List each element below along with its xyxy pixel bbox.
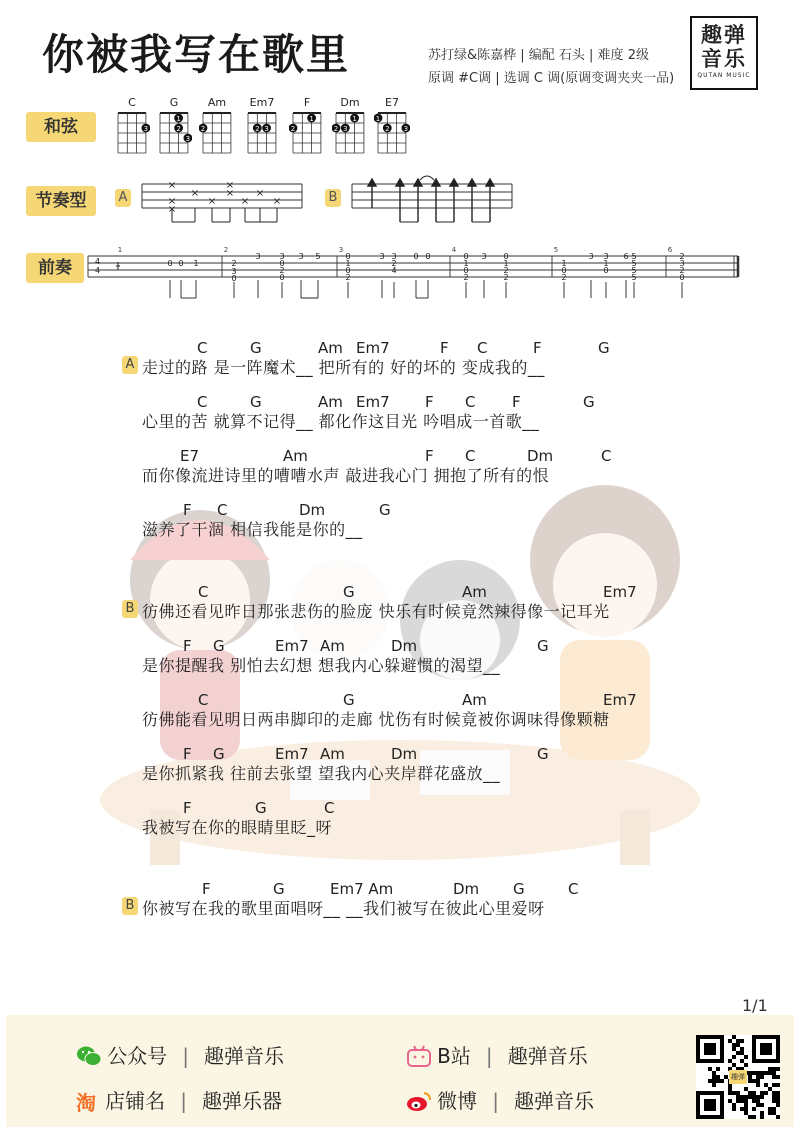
rhythm-pattern-a xyxy=(140,178,305,228)
chord-symbol: C xyxy=(465,447,476,465)
chord-grid xyxy=(156,109,192,157)
chord-diagram-f xyxy=(289,96,325,161)
qr-code[interactable] xyxy=(696,1035,780,1119)
svg-text:3: 3 xyxy=(379,252,385,261)
svg-text:1: 1 xyxy=(375,114,381,123)
lyric-line: 是你提醒我 别怕去幻想 想我内心躲避惯的渴望__ xyxy=(142,656,501,675)
chord-symbol: F xyxy=(183,799,192,817)
chord-symbol: G xyxy=(213,745,225,763)
song-meta-key: 原调 #C调 | 选调 C 调(原调变调夹夹一品) xyxy=(428,71,675,86)
lyric-line: 心里的苦 就算不记得__ 都化作这目光 吟唱成一首歌__ xyxy=(142,412,540,431)
chord-symbol: G xyxy=(213,637,225,655)
chord-symbol: Dm xyxy=(453,880,480,898)
chord-symbol: Dm xyxy=(299,501,326,519)
lyric-line: 走过的路 是一阵魔术__ 把所有的 好的坏的 变成我的__ xyxy=(142,358,545,377)
chord-symbol: Dm xyxy=(391,637,418,655)
svg-text:2: 2 xyxy=(561,273,567,282)
svg-text:0: 0 xyxy=(345,252,351,261)
chord-name: Dm xyxy=(340,96,360,109)
svg-text:3: 3 xyxy=(603,252,609,261)
svg-text:3: 3 xyxy=(279,252,285,261)
svg-text:4: 4 xyxy=(391,266,397,275)
svg-text:0: 0 xyxy=(679,273,685,282)
svg-text:2: 2 xyxy=(385,124,390,133)
song-title: 你被我写在歌里 xyxy=(42,30,351,79)
chord-symbol: G xyxy=(537,637,549,655)
chord-symbol: F xyxy=(425,447,434,465)
svg-text:1: 1 xyxy=(193,259,199,268)
chord-name: Am xyxy=(207,96,227,109)
chord-symbol: G xyxy=(250,339,262,357)
svg-text:2: 2 xyxy=(290,124,296,133)
chord-name: Em7 xyxy=(249,96,275,109)
chord-symbol: G xyxy=(343,583,355,601)
chord-symbol: G xyxy=(379,501,391,519)
time-signature-top: 4 xyxy=(95,257,101,266)
chord-name: G xyxy=(169,96,179,109)
svg-text:3: 3 xyxy=(185,134,191,143)
chord-symbol: G xyxy=(343,691,355,709)
chord-grid xyxy=(374,109,410,157)
chord-symbol: Am xyxy=(320,637,345,655)
qr-center-logo: 趣弹 xyxy=(729,1070,747,1084)
svg-text:0: 0 xyxy=(425,252,431,261)
brand-logo: 趣弹 音乐 QUTAN MUSIC xyxy=(690,16,758,90)
chord-diagram-e7 xyxy=(374,96,410,161)
svg-text:×: × xyxy=(225,180,235,191)
intro-tablature xyxy=(86,244,746,300)
chord-symbol: C xyxy=(477,339,488,357)
svg-text:0: 0 xyxy=(279,273,285,282)
measure-number: 1 xyxy=(117,246,123,254)
svg-text:×: × xyxy=(190,188,200,199)
chord-symbol: G xyxy=(513,880,525,898)
svg-text:1: 1 xyxy=(503,259,509,268)
svg-text:3: 3 xyxy=(298,252,304,261)
svg-text:3: 3 xyxy=(231,267,237,276)
svg-text:0: 0 xyxy=(231,274,237,283)
chord-name: E7 xyxy=(385,96,399,109)
svg-text:×: × xyxy=(167,204,177,215)
svg-text:0: 0 xyxy=(345,266,351,275)
svg-text:0: 0 xyxy=(413,252,419,261)
svg-text:1: 1 xyxy=(345,259,351,268)
chord-symbol: C xyxy=(198,583,209,601)
chord-grid xyxy=(199,109,235,157)
chord-symbol: C xyxy=(465,393,476,411)
footer-wechat[interactable]: 公众号 | 趣弹音乐 xyxy=(76,1040,284,1069)
chord-symbol: C xyxy=(198,691,209,709)
chord-symbol: F xyxy=(425,393,434,411)
chords-label: 和弦 xyxy=(26,112,96,142)
svg-text:0: 0 xyxy=(167,259,173,268)
chord-symbol: G xyxy=(255,799,267,817)
svg-text:2: 2 xyxy=(200,124,206,133)
chord-symbol: Dm xyxy=(527,447,554,465)
svg-text:2: 2 xyxy=(231,259,237,268)
chord-name: C xyxy=(128,96,136,109)
svg-text:2: 2 xyxy=(333,124,339,133)
svg-text:3: 3 xyxy=(143,124,149,133)
svg-text:6: 6 xyxy=(623,252,629,261)
svg-text:2: 2 xyxy=(679,266,685,275)
chord-symbol: F xyxy=(533,339,542,357)
chord-symbol: F xyxy=(440,339,449,357)
measure-number: 3 xyxy=(338,246,344,254)
svg-text:3: 3 xyxy=(679,259,685,268)
svg-text:2: 2 xyxy=(463,273,469,282)
svg-text:5: 5 xyxy=(631,266,637,275)
lyric-line: 而你像流进诗里的嘈嘈水声 敲进我心门 拥抱了所有的恨 xyxy=(142,466,550,485)
chord-grid xyxy=(332,109,368,157)
section-label: B xyxy=(122,897,138,915)
lyric-line: 滋养了干涸 相信我能是你的__ xyxy=(142,520,363,539)
chord-symbol: G xyxy=(273,880,285,898)
svg-text:3: 3 xyxy=(264,124,269,133)
chord-symbol: C xyxy=(197,393,208,411)
chord-name: F xyxy=(303,96,311,109)
footer xyxy=(6,1015,794,1127)
rhythm-a-tag: A xyxy=(115,189,131,207)
svg-text:3: 3 xyxy=(255,252,261,261)
footer-bilibili[interactable]: B站 | 趣弹音乐 xyxy=(406,1040,588,1069)
svg-text:×: × xyxy=(207,196,217,207)
svg-text:×: × xyxy=(240,196,250,207)
chord-symbol: Em7 xyxy=(356,393,390,411)
rhythm-b-tag: B xyxy=(325,189,341,207)
chord-diagram-dm xyxy=(332,96,368,161)
chord-grid xyxy=(289,109,325,157)
svg-text:5: 5 xyxy=(631,273,637,282)
svg-text:2: 2 xyxy=(255,124,260,133)
chord-symbol: Em7 xyxy=(275,637,309,655)
svg-text:1: 1 xyxy=(561,259,567,268)
chord-symbol: C xyxy=(601,447,612,465)
measure-number: 6 xyxy=(667,246,673,254)
chord-diagram-em7 xyxy=(244,96,280,161)
weibo-icon xyxy=(406,1090,432,1112)
svg-text:1: 1 xyxy=(309,114,314,123)
svg-text:1: 1 xyxy=(603,259,609,268)
svg-text:3: 3 xyxy=(403,124,409,133)
chord-symbol: Am xyxy=(462,691,487,709)
rhythm-pattern-b xyxy=(350,174,520,228)
rhythm-label: 节奏型 xyxy=(26,186,96,216)
chord-symbol: C xyxy=(568,880,579,898)
svg-text:2: 2 xyxy=(176,124,181,133)
measure-number: 5 xyxy=(553,246,559,254)
chord-symbol: G xyxy=(250,393,262,411)
chord-diagram-am xyxy=(199,96,235,161)
chord-symbol: F xyxy=(183,637,192,655)
chord-symbol: G xyxy=(583,393,595,411)
svg-text:2: 2 xyxy=(345,273,351,282)
lyric-line: 是你抓紧我 往前去张望 望我内心夹岸群花盛放__ xyxy=(142,764,501,783)
chord-symbol: F xyxy=(183,745,192,763)
svg-text:×: × xyxy=(255,188,265,199)
chord-symbol: C xyxy=(197,339,208,357)
time-signature-bottom: 4 xyxy=(95,266,101,275)
page-number: 1/1 xyxy=(742,996,768,1015)
svg-text:×: × xyxy=(272,196,282,207)
chord-symbol: Em7 xyxy=(275,745,309,763)
lyric-line: 彷佛还看见昨日那张悲伤的脸庞 快乐有时候竟然辣得像一记耳光 xyxy=(142,602,610,621)
chord-symbol: Am xyxy=(283,447,308,465)
svg-text:2: 2 xyxy=(391,259,397,268)
svg-text:5: 5 xyxy=(315,252,321,261)
svg-text:1: 1 xyxy=(176,114,181,123)
svg-text:0: 0 xyxy=(178,259,184,268)
chord-symbol: Em7 xyxy=(356,339,390,357)
footer-weibo[interactable]: 微博 | 趣弹音乐 xyxy=(406,1085,594,1114)
chord-symbol: Am xyxy=(320,745,345,763)
chord-symbol: F xyxy=(512,393,521,411)
svg-text:0: 0 xyxy=(279,259,285,268)
svg-text:3: 3 xyxy=(481,252,487,261)
chord-symbol: Dm xyxy=(391,745,418,763)
lyric-line: 我被写在你的眼睛里眨_呀 xyxy=(142,818,333,837)
svg-text:0: 0 xyxy=(503,252,509,261)
chord-symbol: C xyxy=(217,501,228,519)
wechat-icon xyxy=(76,1045,102,1067)
chord-symbol: C xyxy=(324,799,335,817)
taobao-icon: 淘 xyxy=(76,1091,96,1115)
chord-symbol: Am xyxy=(462,583,487,601)
svg-text:×: × xyxy=(167,196,177,207)
svg-text:1: 1 xyxy=(352,114,357,123)
svg-text:0: 0 xyxy=(463,266,469,275)
chord-symbol: Em7 Am xyxy=(330,880,394,898)
svg-text:2: 2 xyxy=(503,266,509,275)
svg-text:3: 3 xyxy=(391,252,397,261)
svg-text:1: 1 xyxy=(463,259,469,268)
chord-symbol: Am xyxy=(318,339,343,357)
chord-symbol: G xyxy=(537,745,549,763)
svg-text:0: 0 xyxy=(561,266,567,275)
chord-symbol: E7 xyxy=(180,447,200,465)
chord-diagram-g xyxy=(156,96,192,161)
chord-grid xyxy=(244,109,280,157)
svg-text:×: × xyxy=(167,180,177,191)
lyric-line: 你被写在我的歌里面唱呀__ __我们被写在彼此心里爱呀 xyxy=(142,899,545,918)
svg-text:2: 2 xyxy=(279,266,285,275)
section-label: A xyxy=(122,356,138,374)
chord-symbol: G xyxy=(598,339,610,357)
svg-text:3: 3 xyxy=(588,252,594,261)
measure-number: 2 xyxy=(223,246,229,254)
song-meta-credits: 苏打绿&陈嘉桦 | 编配 石头 | 难度 2级 xyxy=(428,48,649,63)
section-label: B xyxy=(122,600,138,618)
bilibili-icon xyxy=(406,1045,432,1067)
chord-diagram-c xyxy=(114,96,150,161)
chord-grid xyxy=(114,109,150,157)
lyric-line: 彷佛能看见明日两串脚印的走廊 忧伤有时候竟被你调味得像颗糖 xyxy=(142,710,610,729)
svg-text:×: × xyxy=(225,188,235,199)
chord-symbol: Em7 xyxy=(603,583,637,601)
chord-symbol: F xyxy=(183,501,192,519)
chord-symbol: Em7 xyxy=(603,691,637,709)
svg-text:2: 2 xyxy=(503,273,509,282)
footer-taobao[interactable]: 淘 店铺名 | 趣弹乐器 xyxy=(76,1089,283,1115)
chord-symbol: F xyxy=(202,880,211,898)
svg-text:5: 5 xyxy=(631,259,637,268)
chord-symbol: Am xyxy=(318,393,343,411)
svg-text:0: 0 xyxy=(463,252,469,261)
measure-number: 4 xyxy=(451,246,457,254)
svg-text:0: 0 xyxy=(603,266,609,275)
svg-text:5: 5 xyxy=(631,252,637,261)
intro-label: 前奏 xyxy=(26,253,84,283)
svg-text:3: 3 xyxy=(343,124,348,133)
svg-text:2: 2 xyxy=(679,252,685,261)
